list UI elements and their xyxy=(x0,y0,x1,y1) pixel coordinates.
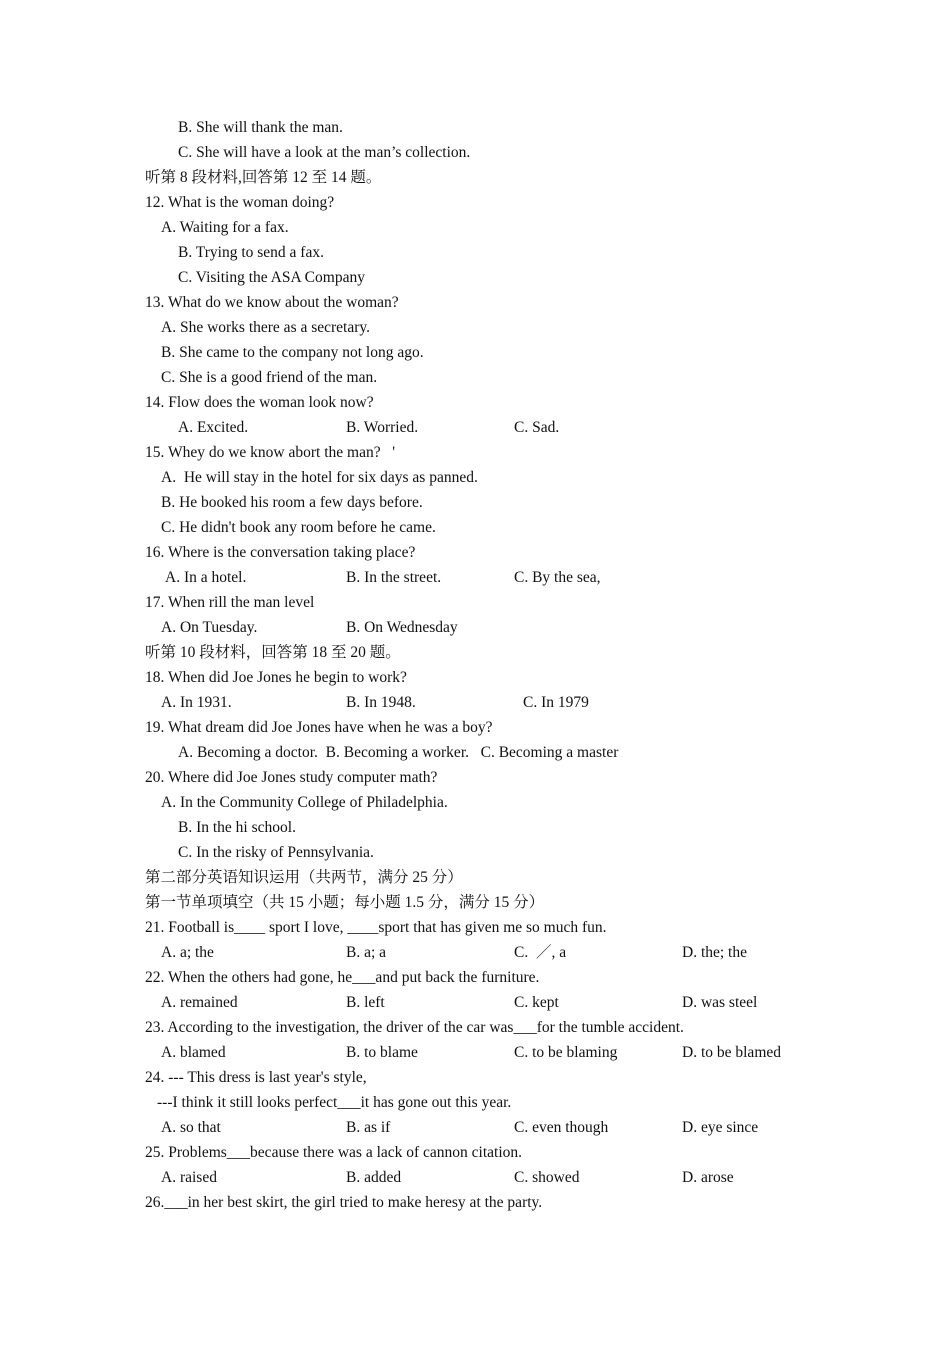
option-text: A. In a hotel. xyxy=(165,569,247,586)
option-text: B. In the hi school. xyxy=(178,819,296,836)
question-text: 19. What dream did Joe Jones have when he was a boy? xyxy=(145,719,493,736)
option-text: B. She came to the company not long ago. xyxy=(161,344,424,361)
option-text: B. left xyxy=(346,994,385,1011)
option-text: D. arose xyxy=(682,1169,734,1186)
option-text: A. On Tuesday. xyxy=(161,619,258,636)
option-text: A. so that xyxy=(161,1119,221,1136)
option-text: C. showed xyxy=(514,1169,580,1186)
option-text: A. a; the xyxy=(161,944,214,961)
option-text: C. Visiting the ASA Company xyxy=(178,269,365,286)
option-text: B. He booked his room a few days before. xyxy=(161,494,423,511)
question-text: 17. When rill the man level xyxy=(145,594,315,611)
option-text: C. Sad. xyxy=(514,419,560,436)
option-text: B. to blame xyxy=(346,1044,418,1061)
question-text: 13. What do we know about the woman? xyxy=(145,294,399,311)
question-text: 24. --- This dress is last year's style, xyxy=(145,1069,367,1086)
question-text: 20. Where did Joe Jones study computer math? xyxy=(145,769,438,786)
option-text: B. In the street. xyxy=(346,569,442,586)
option-text: ---I think it still looks perfect___it has gone out this year. xyxy=(157,1094,512,1111)
question-text: 15. Whey do we know abort the man? ' xyxy=(145,444,396,461)
question-text: 26.___in her best skirt, the girl tried to make heresy at the party. xyxy=(145,1194,543,1211)
option-text: D. the; the xyxy=(682,944,747,961)
option-text: C. She is a good friend of the man. xyxy=(161,369,378,386)
option-text: C. In the risky of Pennsylvania. xyxy=(178,844,374,861)
option-text: B. a; a xyxy=(346,944,387,961)
option-text: B. She will thank the man. xyxy=(178,119,343,136)
option-text: B. added xyxy=(346,1169,402,1186)
option-text: B. In 1948. xyxy=(346,694,416,711)
question-text: 18. When did Joe Jones he begin to work? xyxy=(145,669,407,686)
option-text: C. even though xyxy=(514,1119,609,1136)
section-heading: 第一节单项填空（共 15 小题；每小题 1.5 分，满分 15 分） xyxy=(145,894,545,911)
option-text: B. as if xyxy=(346,1119,391,1136)
option-text: A. blamed xyxy=(161,1044,226,1061)
question-text: 12. What is the woman doing? xyxy=(145,194,335,211)
question-text: 16. Where is the conversation taking place? xyxy=(145,544,416,561)
option-text: D. to be blamed xyxy=(682,1044,782,1061)
option-text: A. Becoming a doctor. B. Becoming a worker. C. Becoming a master xyxy=(178,744,619,761)
option-text: A. remained xyxy=(161,994,238,1011)
option-text: A. Excited. xyxy=(178,419,249,436)
question-text: 23. According to the investigation, the driver of the car was___for the tumble accident. xyxy=(145,1019,684,1036)
question-text: 25. Problems___because there was a lack of cannon citation. xyxy=(145,1144,523,1161)
section-heading: 听第 10 段材料，回答第 18 至 20 题。 xyxy=(145,644,401,661)
option-text: C. ／, a xyxy=(514,944,567,961)
option-text: A. In 1931. xyxy=(161,694,232,711)
option-text: A. Waiting for a fax. xyxy=(161,219,289,236)
question-text: 14. Flow does the woman look now? xyxy=(145,394,374,411)
option-text: B. Trying to send a fax. xyxy=(178,244,324,261)
option-text: D. eye since xyxy=(682,1119,759,1136)
section-heading: 第二部分英语知识运用（共两节，满分 25 分） xyxy=(145,869,463,886)
option-text: B. Worried. xyxy=(346,419,419,436)
option-text: A. raised xyxy=(161,1169,217,1186)
option-text: A. She works there as a secretary. xyxy=(161,319,371,336)
option-text: A. He will stay in the hotel for six days as panned. xyxy=(161,469,478,486)
question-text: 21. Football is____ sport I love, ____sport that has given me so much fun. xyxy=(145,919,607,936)
option-text: C. to be blaming xyxy=(514,1044,618,1061)
option-text: C. By the sea, xyxy=(514,569,601,586)
option-text: A. In the Community College of Philadelphia. xyxy=(161,794,448,811)
question-text: 22. When the others had gone, he___and put back the furniture. xyxy=(145,969,540,986)
option-text: C. He didn't book any room before he came. xyxy=(161,519,436,536)
option-text: C. She will have a look at the man’s collection. xyxy=(178,144,471,161)
option-text: C. kept xyxy=(514,994,559,1011)
option-text: B. On Wednesday xyxy=(346,619,458,636)
section-heading: 听第 8 段材料,回答第 12 至 14 题。 xyxy=(145,169,382,186)
option-text: C. In 1979 xyxy=(523,694,589,711)
option-text: D. was steel xyxy=(682,994,758,1011)
